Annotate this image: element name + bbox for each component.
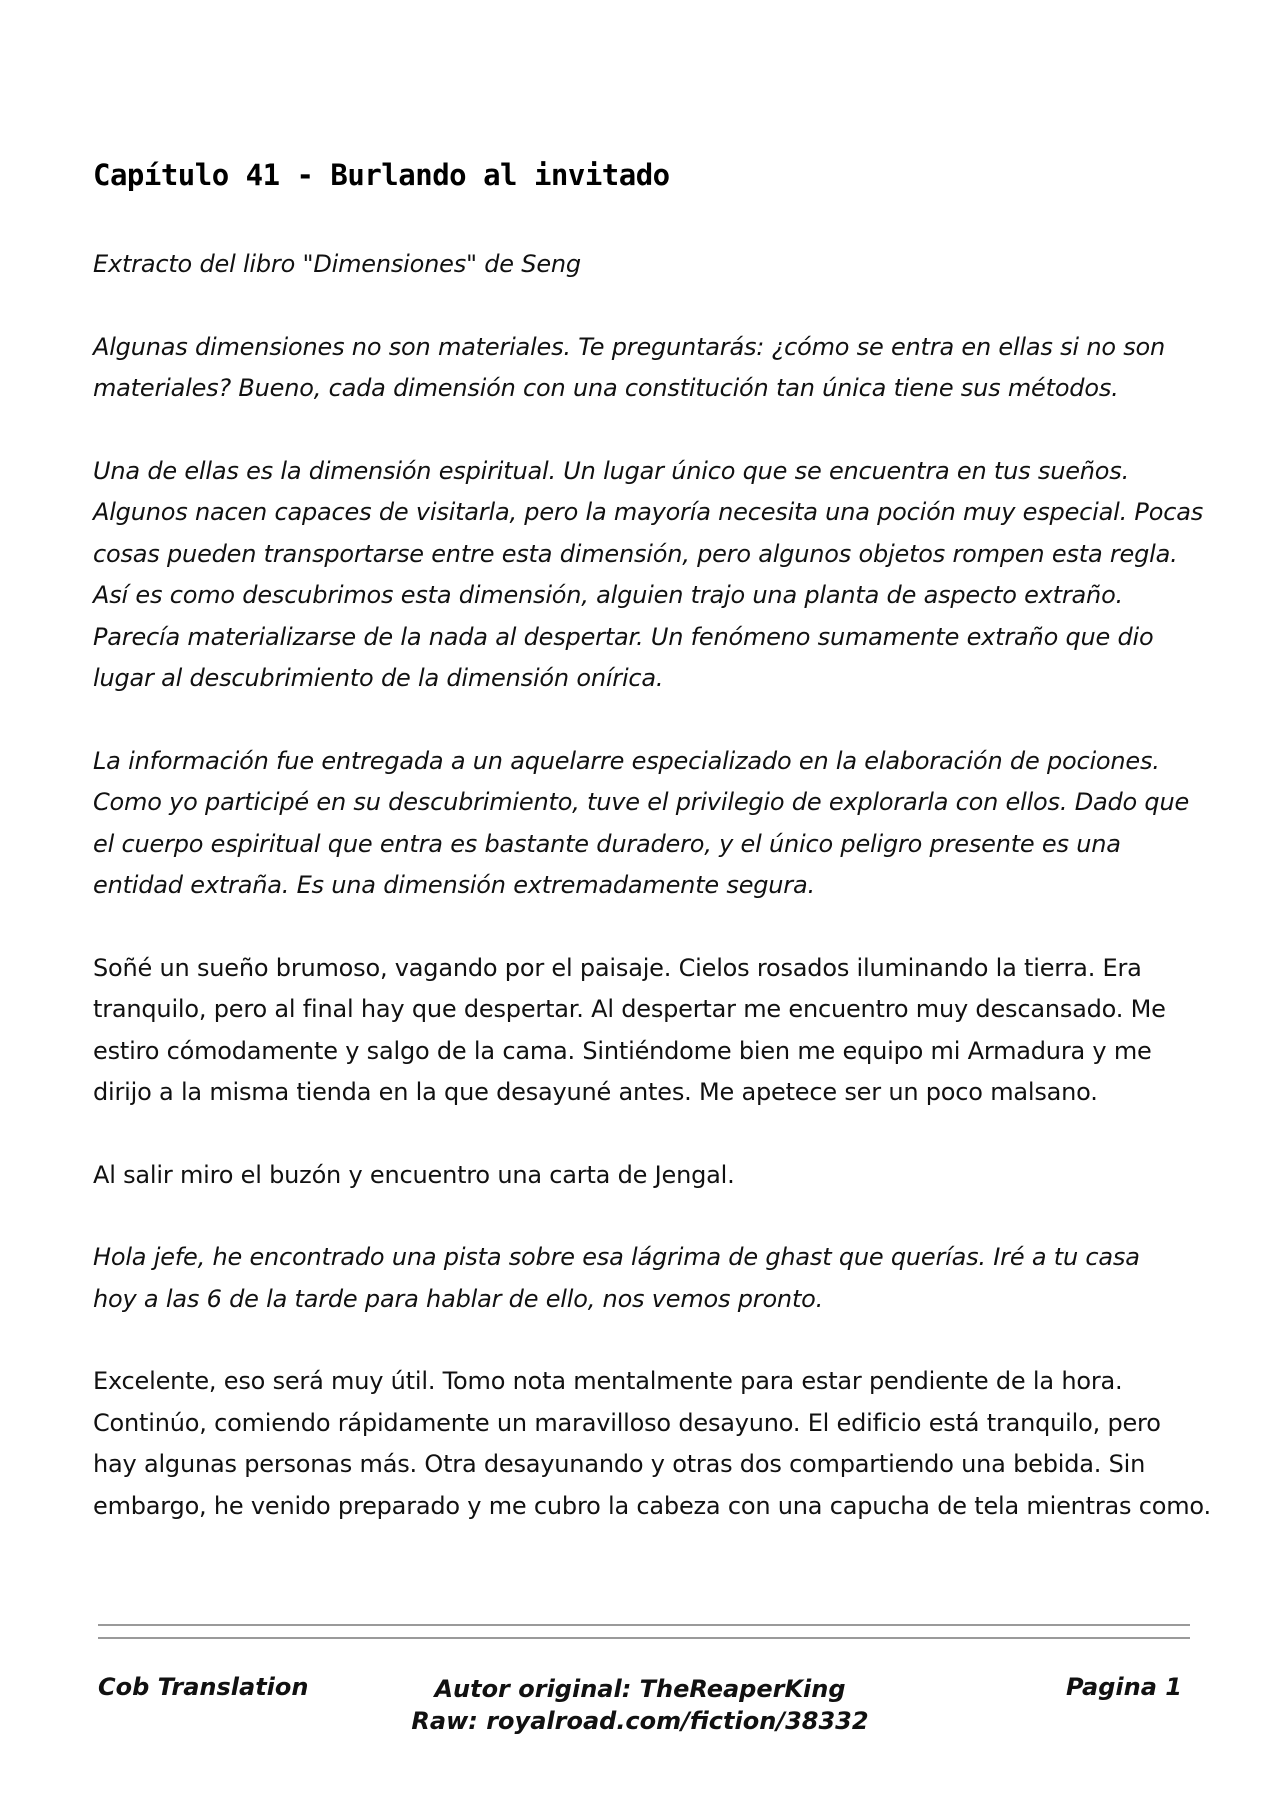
footer-credits — [411, 1673, 868, 1737]
paragraph-line: embargo, he venido preparado y me cubro la cabeza con una capucha de tela mientras como. — [93, 1491, 1211, 1520]
paragraph-line: dirijo a la misma tienda en la que desayuné antes. Me apetece ser un poco malsano. — [93, 1078, 1098, 1106]
paragraph — [93, 244, 1203, 286]
paragraph — [93, 327, 1203, 410]
paragraph-line: materiales? Bueno, cada dimensión con una constitución tan única tiene sus métodos. — [93, 374, 1119, 402]
footer-page-number: Pagina 1 — [1066, 1673, 1182, 1701]
paragraph-line: tranquilo, pero al final hay que despertar. Al despertar me encuentro muy descansado. Me — [93, 995, 1166, 1023]
paragraph-line: Al salir miro el buzón y encuentro una carta de Jengal. — [93, 1160, 735, 1189]
footer-original-author: Autor original: TheReaperKing — [434, 1675, 846, 1703]
paragraph-line: Excelente, eso será muy útil. Tomo nota mentalmente para estar pendiente de la hora. — [93, 1367, 1123, 1395]
paragraph — [93, 451, 1203, 700]
paragraph-line: entidad extraña. Es una dimensión extremadamente segura. — [93, 871, 815, 899]
paragraph — [93, 1361, 1211, 1527]
paragraph-line: Hola jefe, he encontrado una pista sobre esa lágrima de ghast que querías. Iré a tu casa — [93, 1243, 1140, 1271]
chapter-title: Capítulo 41 - Burlando al invitado — [93, 158, 670, 192]
paragraph-line: estiro cómodamente y salgo de la cama. Sintiéndome bien me equipo mi Armadura y me — [93, 1036, 1152, 1065]
footer-divider-top — [98, 1624, 1190, 1626]
footer-divider-bottom — [98, 1637, 1190, 1639]
chapter-body — [93, 244, 1211, 1568]
footer-translator: Cob Translation — [98, 1673, 309, 1701]
paragraph-line: lugar al descubrimiento de la dimensión onírica. — [93, 664, 664, 692]
paragraph — [93, 948, 1203, 1114]
paragraph — [93, 1155, 1203, 1197]
paragraph-line: hoy a las 6 de la tarde para hablar de ello, nos vemos pronto. — [93, 1284, 824, 1313]
paragraph-line: hay algunas personas más. Otra desayunando y otras dos compartiendo una bebida. Sin — [93, 1450, 1146, 1478]
paragraph-line: Algunos nacen capaces de visitarla, pero la mayoría necesita una poción muy especial. Pocas — [93, 498, 1203, 526]
paragraph-line: Una de ellas es la dimensión espiritual. Un lugar único que se encuentra en tus sueños. — [93, 456, 1129, 485]
footer-raw-source: Raw: royalroad.com/fiction/38332 — [411, 1707, 869, 1735]
paragraph — [93, 741, 1203, 907]
paragraph — [93, 1237, 1203, 1320]
paragraph-line: Continúo, comiendo rápidamente un maravilloso desayuno. El edificio está tranquilo, pero — [93, 1408, 1161, 1437]
paragraph-line: cosas pueden transportarse entre esta dimensión, pero algunos objetos rompen esta regla. — [93, 539, 1178, 568]
paragraph-line: el cuerpo espiritual que entra es bastante duradero, y el único peligro presente es una — [93, 829, 1121, 858]
paragraph-line: Como yo participé en su descubrimiento, tuve el privilegio de explorarla con ellos. Dado que — [93, 788, 1190, 816]
paragraph-line: Extracto del libro "Dimensiones" de Seng — [93, 250, 581, 278]
paragraph-line: Algunas dimensiones no son materiales. Te preguntarás: ¿cómo se entra en ellas si no son — [93, 332, 1166, 361]
paragraph-line: Así es como descubrimos esta dimensión, alguien trajo una planta de aspecto extraño. — [93, 581, 1123, 609]
paragraph-line: Soñé un sueño brumoso, vagando por el paisaje. Cielos rosados iluminando la tierra. Era — [93, 953, 1142, 982]
paragraph-line: La información fue entregada a un aquelarre especializado en la elaboración de pociones. — [93, 746, 1160, 775]
paragraph-line: Parecía materializarse de la nada al despertar. Un fenómeno sumamente extraño que dio — [93, 622, 1154, 651]
